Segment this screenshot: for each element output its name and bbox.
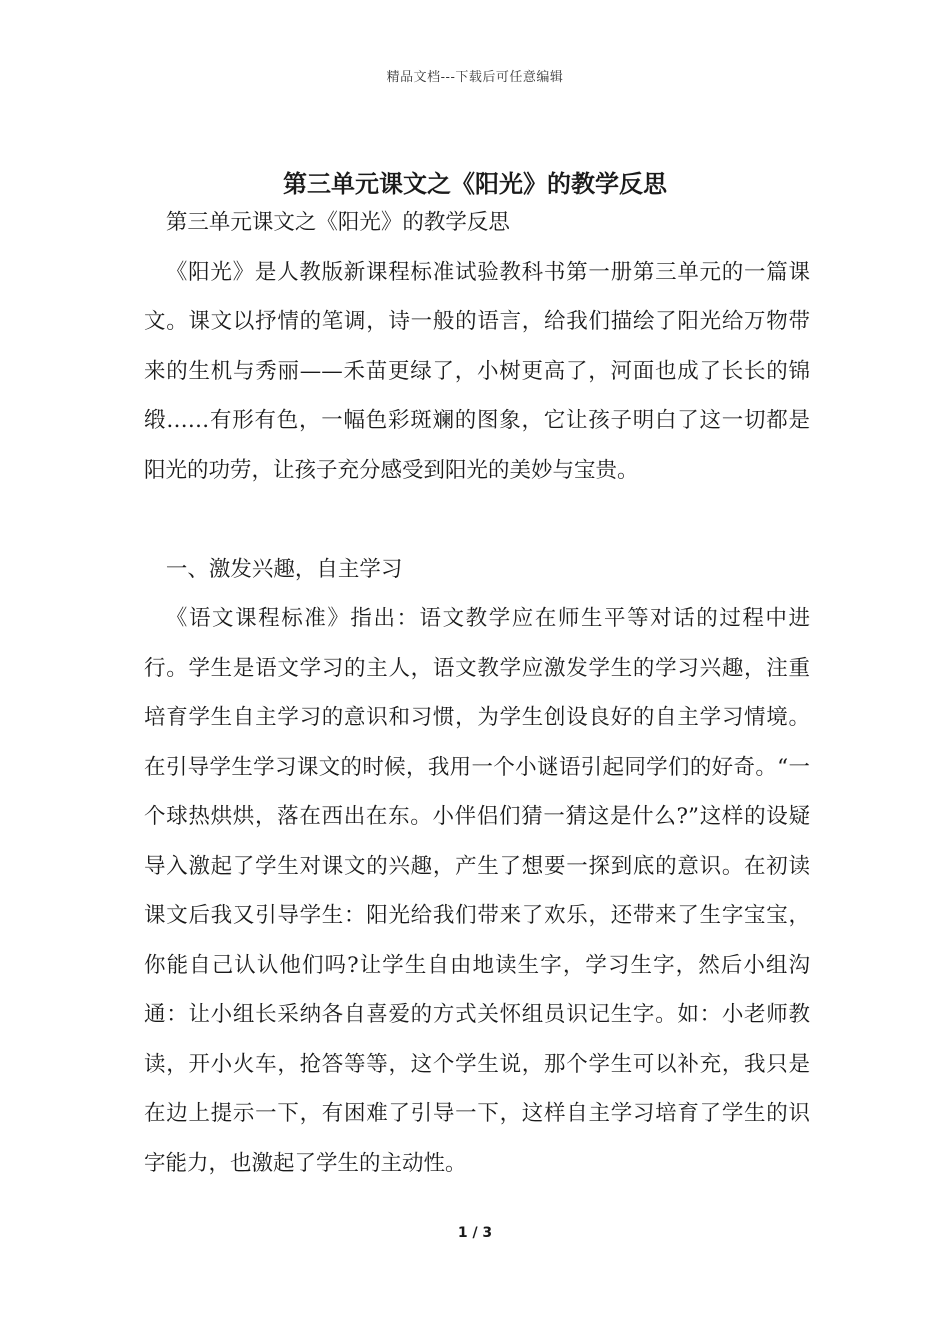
paragraph-spacer bbox=[144, 495, 810, 545]
body-paragraph: 《语文课程标准》指出：语文教学应在师生平等对话的过程中进行。学生是语文学习的主人，语文教学应激发学生的学习兴趣，注重培育学生自主学习的意识和习惯，为学生创设良好的自主学习情境。在引导学生学习课文的时候，我用一个小谜语引起同学们的好奇。“一个球热烘烘，落在西出在东。小伴侣们猜一猜这是什么?”这样的设疑导入激起了学生对课文的兴趣，产生了想要一探到底的意识。在初读课文后我又引导学生：阳光给我们带来了欢乐，还带来了生字宝宝，你能自己认认他们吗?让学生自由地读生字，学习生字，然后小组沟通：让小组长采纳各自喜爱的方式关怀组员识记生字。如：小老师教读，开小火车，抢答等等，这个学生说，那个学生可以补充，我只是在边上提示一下，有困难了引导一下，这样自主学习培育了学生的识字能力，也激起了学生的主动性。 bbox=[144, 606, 810, 1176]
document-title: 第三单元课文之《阳光》的教学反思 bbox=[283, 169, 667, 199]
subtitle-paragraph: 第三单元课文之《阳光》的教学反思 bbox=[165, 210, 510, 235]
section-heading: 一、激发兴趣，自主学习 bbox=[165, 556, 403, 582]
document-body bbox=[144, 198, 810, 1188]
page-header-note: 精品文档---下载后可任意编辑 bbox=[386, 70, 564, 85]
page-number: 1 / 3 bbox=[457, 1225, 493, 1241]
intro-paragraph: 《阳光》是人教版新课程标准试验教科书第一册第三单元的一篇课文。课文以抒情的笔调，诗一般的语言，给我们描绘了阳光给万物带来的生机与秀丽——禾苗更绿了，小树更高了，河面也成了长长的锦缎……有形有色，一幅色彩斑斓的图象，它让孩子明白了这一切都是阳光的功劳，让孩子充分感受到阳光的美妙与宝贵。 bbox=[144, 259, 810, 483]
